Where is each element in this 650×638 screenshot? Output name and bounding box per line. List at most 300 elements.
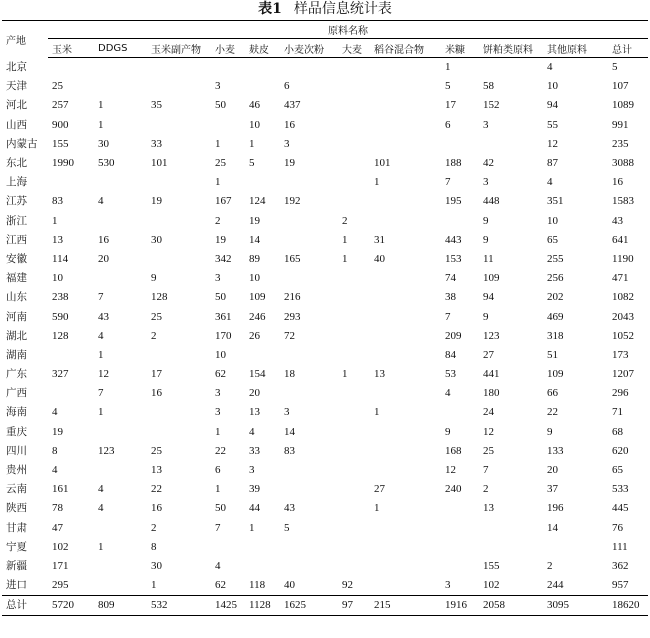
value-cell: 33 [151, 137, 162, 150]
value-cell: 47 [52, 521, 63, 534]
origin-cell: 甘肃 [6, 521, 27, 534]
value-cell: 9 [483, 310, 489, 323]
value-cell: 72 [284, 329, 295, 342]
value-cell: 101 [151, 157, 168, 170]
value-cell [338, 442, 370, 461]
value-cell [147, 250, 211, 269]
value-cell: 362 [612, 559, 629, 572]
value-cell: 3 [249, 464, 255, 477]
value-cell [245, 58, 280, 78]
value-cell: 215 [370, 596, 441, 616]
origin-cell: 进口 [6, 579, 27, 592]
value-cell [338, 346, 370, 365]
value-cell: 1 [215, 425, 221, 438]
origin-cell: 内蒙古 [6, 137, 38, 150]
table-row [2, 519, 648, 538]
value-cell [338, 307, 370, 326]
value-cell [338, 173, 370, 192]
value-cell: 155 [52, 137, 69, 150]
value-cell: 7 [98, 291, 104, 304]
value-cell [441, 499, 479, 518]
value-cell [338, 538, 370, 557]
value-cell: 1 [342, 368, 348, 381]
value-cell: 14 [547, 521, 558, 534]
value-cell: 448 [483, 195, 500, 208]
value-cell [441, 403, 479, 422]
value-cell: 202 [547, 291, 564, 304]
value-cell: 173 [612, 348, 629, 361]
value-cell: 20 [547, 464, 558, 477]
value-cell [370, 423, 441, 442]
origin-cell: 四川 [6, 444, 27, 457]
value-cell: 6 [445, 118, 451, 131]
value-cell: 97 [338, 596, 370, 616]
value-cell [338, 135, 370, 154]
value-cell: 152 [483, 99, 500, 112]
value-cell: 1190 [612, 252, 634, 265]
value-cell [338, 269, 370, 288]
value-cell: 17 [151, 368, 162, 381]
value-cell: 4 [52, 406, 58, 419]
table-row [2, 307, 648, 326]
origin-cell: 江西 [6, 233, 27, 246]
origin-cell: 上海 [6, 176, 27, 189]
value-cell: 123 [483, 329, 500, 342]
column-header: 小麦次粉 [280, 39, 338, 58]
value-cell: 165 [284, 252, 301, 265]
column-header: 大麦 [338, 39, 370, 58]
column-header: 米糠 [441, 39, 479, 58]
value-cell [441, 538, 479, 557]
value-cell: 7 [98, 387, 104, 400]
origin-cell: 山西 [6, 118, 27, 131]
value-cell: 244 [547, 579, 564, 592]
value-cell [338, 327, 370, 346]
value-cell: 9 [445, 425, 451, 438]
value-cell: 443 [445, 233, 462, 246]
value-cell: 109 [249, 291, 266, 304]
value-cell: 13 [52, 233, 63, 246]
value-cell: 1 [98, 118, 104, 131]
value-cell: 3088 [612, 157, 634, 170]
origin-cell: 湖南 [6, 348, 27, 361]
value-cell: 25 [483, 444, 494, 457]
value-cell: 51 [547, 348, 558, 361]
value-cell [370, 461, 441, 480]
value-cell: 133 [547, 444, 564, 457]
value-cell: 1082 [612, 291, 634, 304]
value-cell: 1583 [612, 195, 634, 208]
value-cell [245, 538, 280, 557]
value-cell [147, 77, 211, 96]
value-cell: 1 [445, 61, 451, 74]
value-cell [370, 96, 441, 115]
value-cell [48, 346, 94, 365]
value-cell: 74 [445, 272, 456, 285]
value-cell: 13 [249, 406, 260, 419]
table-row [2, 212, 648, 231]
value-cell: 30 [98, 137, 109, 150]
value-cell [147, 116, 211, 135]
value-cell [370, 576, 441, 596]
value-cell: 256 [547, 272, 564, 285]
value-cell: 1990 [52, 157, 74, 170]
value-cell: 22 [547, 406, 558, 419]
value-cell [370, 384, 441, 403]
value-cell: 1052 [612, 329, 634, 342]
value-cell: 83 [52, 195, 63, 208]
value-cell: 12 [483, 425, 494, 438]
value-cell: 10 [215, 348, 226, 361]
origin-cell: 山东 [6, 291, 27, 304]
value-cell: 89 [249, 252, 260, 265]
value-cell: 124 [249, 195, 266, 208]
value-cell [338, 519, 370, 538]
value-cell: 62 [215, 579, 226, 592]
value-cell: 12 [445, 464, 456, 477]
value-cell: 296 [612, 387, 629, 400]
origin-cell: 天津 [6, 80, 27, 93]
value-cell [370, 212, 441, 231]
value-cell: 78 [52, 502, 63, 515]
value-cell: 161 [52, 483, 69, 496]
value-cell [479, 58, 543, 78]
value-cell: 4 [98, 195, 104, 208]
value-cell: 19 [215, 233, 226, 246]
value-cell: 155 [483, 559, 500, 572]
value-cell: 445 [612, 502, 629, 515]
table-row [2, 499, 648, 518]
value-cell: 530 [98, 157, 115, 170]
value-cell: 50 [215, 99, 226, 112]
value-cell [280, 58, 338, 78]
value-cell: 71 [612, 406, 623, 419]
value-cell: 10 [249, 118, 260, 131]
value-cell: 437 [284, 99, 301, 112]
value-cell: 114 [52, 252, 69, 265]
material-group-header: 原料名称 [48, 21, 648, 39]
table-row [2, 442, 648, 461]
value-cell: 31 [374, 233, 385, 246]
value-cell [280, 480, 338, 499]
value-cell: 2 [151, 521, 157, 534]
value-cell: 19 [151, 195, 162, 208]
value-cell: 153 [445, 252, 462, 265]
value-cell: 13 [374, 368, 385, 381]
origin-cell: 新疆 [6, 559, 27, 572]
value-cell [441, 557, 479, 576]
value-cell [338, 192, 370, 211]
value-cell: 24 [483, 406, 494, 419]
value-cell: 13 [151, 464, 162, 477]
table-row [2, 596, 648, 616]
value-cell: 12 [547, 137, 558, 150]
value-cell: 532 [147, 596, 211, 616]
table-row [2, 384, 648, 403]
value-cell [338, 154, 370, 173]
value-cell: 4 [215, 559, 221, 572]
table-row [2, 423, 648, 442]
value-cell: 6 [284, 80, 290, 93]
value-cell: 20 [249, 387, 260, 400]
value-cell [370, 519, 441, 538]
value-cell: 16 [98, 233, 109, 246]
value-cell [370, 77, 441, 96]
value-cell: 216 [284, 291, 301, 304]
value-cell: 240 [445, 483, 462, 496]
value-cell [245, 557, 280, 576]
value-cell: 123 [98, 444, 115, 457]
value-cell: 5720 [48, 596, 94, 616]
value-cell: 9 [483, 233, 489, 246]
value-cell [338, 461, 370, 480]
value-cell [370, 557, 441, 576]
value-cell [211, 538, 245, 557]
origin-cell: 陕西 [6, 502, 27, 515]
value-cell: 39 [249, 483, 260, 496]
value-cell: 109 [547, 368, 564, 381]
value-cell: 293 [284, 310, 301, 323]
origin-cell: 贵州 [6, 464, 27, 477]
value-cell: 1207 [612, 368, 634, 381]
value-cell: 2 [342, 214, 348, 227]
value-cell: 16 [612, 176, 623, 189]
origin-cell: 河北 [6, 99, 27, 112]
value-cell: 118 [249, 579, 266, 592]
value-cell: 46 [249, 99, 260, 112]
value-cell: 18 [284, 368, 295, 381]
value-cell [338, 58, 370, 78]
value-cell [338, 77, 370, 96]
value-cell: 2 [151, 329, 157, 342]
table-row [2, 576, 648, 596]
value-cell: 1 [151, 579, 157, 592]
value-cell: 3095 [543, 596, 608, 616]
value-cell: 1 [249, 137, 255, 150]
value-cell: 1 [374, 502, 380, 515]
value-cell: 66 [547, 387, 558, 400]
value-cell: 22 [151, 483, 162, 496]
value-cell [94, 173, 147, 192]
value-cell: 65 [612, 464, 623, 477]
value-cell: 8 [52, 444, 58, 457]
value-cell: 111 [612, 540, 628, 553]
value-cell: 3 [215, 272, 221, 285]
value-cell [370, 269, 441, 288]
value-cell: 195 [445, 195, 462, 208]
origin-cell: 东北 [6, 157, 27, 170]
value-cell [147, 346, 211, 365]
value-cell [370, 307, 441, 326]
value-cell: 50 [215, 291, 226, 304]
value-cell [338, 403, 370, 422]
value-cell: 43 [612, 214, 623, 227]
value-cell [94, 423, 147, 442]
value-cell: 238 [52, 291, 69, 304]
value-cell: 38 [445, 291, 456, 304]
value-cell: 128 [151, 291, 168, 304]
value-cell: 40 [374, 252, 385, 265]
value-cell: 84 [445, 348, 456, 361]
value-cell [370, 288, 441, 307]
column-header: 玉米 [48, 39, 94, 58]
value-cell: 53 [445, 368, 456, 381]
origin-column-header: 产地 [2, 21, 48, 58]
column-header: 总计 [608, 39, 648, 58]
value-cell [94, 77, 147, 96]
table-row [2, 288, 648, 307]
origin-cell: 总计 [2, 596, 48, 616]
value-cell [338, 96, 370, 115]
value-cell: 342 [215, 252, 232, 265]
value-cell: 196 [547, 502, 564, 515]
value-cell: 55 [547, 118, 558, 131]
origin-cell: 宁夏 [6, 540, 27, 553]
value-cell [338, 557, 370, 576]
value-cell: 5 [445, 80, 451, 93]
value-cell: 7 [445, 310, 451, 323]
table-row [2, 231, 648, 250]
origin-cell: 云南 [6, 483, 27, 496]
value-cell: 6 [215, 464, 221, 477]
value-cell: 2058 [479, 596, 543, 616]
table-row [2, 269, 648, 288]
value-cell: 30 [151, 559, 162, 572]
table-row [2, 173, 648, 192]
value-cell [94, 269, 147, 288]
value-cell: 26 [249, 329, 260, 342]
column-header: DDGS [94, 39, 147, 58]
value-cell [147, 423, 211, 442]
value-cell: 11 [483, 252, 494, 265]
value-cell: 3 [284, 137, 290, 150]
value-cell: 1 [215, 483, 221, 496]
value-cell: 19 [284, 157, 295, 170]
origin-cell: 江苏 [6, 195, 27, 208]
value-cell: 167 [215, 195, 232, 208]
value-cell: 3 [284, 406, 290, 419]
value-cell: 3 [445, 579, 451, 592]
value-cell: 13 [483, 502, 494, 515]
origin-cell: 福建 [6, 272, 27, 285]
value-cell: 1 [98, 99, 104, 112]
value-cell: 92 [342, 579, 353, 592]
value-cell: 35 [151, 99, 162, 112]
value-cell: 18620 [608, 596, 648, 616]
origin-cell: 河南 [6, 310, 27, 323]
value-cell [280, 269, 338, 288]
value-cell: 1128 [245, 596, 280, 616]
value-cell [441, 519, 479, 538]
value-cell: 128 [52, 329, 69, 342]
value-cell [280, 212, 338, 231]
value-cell: 957 [612, 579, 629, 592]
value-cell: 351 [547, 195, 564, 208]
table-row [2, 116, 648, 135]
value-cell: 19 [249, 214, 260, 227]
value-cell [94, 212, 147, 231]
value-cell [338, 423, 370, 442]
value-cell: 107 [612, 80, 629, 93]
value-cell: 1 [52, 214, 58, 227]
origin-cell: 安徽 [6, 252, 27, 265]
value-cell: 1625 [280, 596, 338, 616]
value-cell: 44 [249, 502, 260, 515]
value-cell: 318 [547, 329, 564, 342]
value-cell: 8 [151, 540, 157, 553]
value-cell: 469 [547, 310, 564, 323]
value-cell: 170 [215, 329, 232, 342]
value-cell: 27 [374, 483, 385, 496]
value-cell: 257 [52, 99, 69, 112]
value-cell: 1 [249, 521, 255, 534]
value-cell [280, 538, 338, 557]
value-cell: 10 [249, 272, 260, 285]
value-cell: 255 [547, 252, 564, 265]
value-cell [338, 480, 370, 499]
value-cell: 5 [612, 61, 618, 74]
column-header: 玉米副产物 [147, 39, 211, 58]
table-row [2, 365, 648, 384]
value-cell: 5 [249, 157, 255, 170]
value-cell [147, 403, 211, 422]
value-cell [245, 173, 280, 192]
value-cell [94, 519, 147, 538]
value-cell: 809 [94, 596, 147, 616]
value-cell: 94 [547, 99, 558, 112]
origin-cell: 重庆 [6, 425, 27, 438]
value-cell: 641 [612, 233, 629, 246]
value-cell [441, 212, 479, 231]
value-cell: 94 [483, 291, 494, 304]
table-row [2, 403, 648, 422]
value-cell: 25 [151, 444, 162, 457]
value-cell: 1 [374, 406, 380, 419]
value-cell: 68 [612, 425, 623, 438]
value-cell: 1 [215, 137, 221, 150]
value-cell: 4 [52, 464, 58, 477]
value-cell: 102 [52, 540, 69, 553]
value-cell: 171 [52, 559, 69, 572]
value-cell [48, 58, 94, 78]
value-cell: 3 [483, 118, 489, 131]
value-cell [479, 135, 543, 154]
value-cell: 33 [249, 444, 260, 457]
value-cell: 1 [342, 233, 348, 246]
value-cell [370, 58, 441, 78]
table-row [2, 154, 648, 173]
column-header-row [2, 39, 648, 58]
value-cell: 25 [215, 157, 226, 170]
table-row [2, 461, 648, 480]
value-cell [280, 384, 338, 403]
value-cell [94, 58, 147, 78]
value-cell: 25 [52, 80, 63, 93]
value-cell: 109 [483, 272, 500, 285]
value-cell: 1089 [612, 99, 634, 112]
table-row [2, 58, 648, 78]
value-cell: 9 [547, 425, 553, 438]
value-cell [48, 384, 94, 403]
column-header: 稻谷混合物 [370, 39, 441, 58]
value-cell: 3 [215, 387, 221, 400]
value-cell: 12 [98, 368, 109, 381]
value-cell: 30 [151, 233, 162, 246]
value-cell [245, 77, 280, 96]
value-cell [338, 499, 370, 518]
value-cell: 37 [547, 483, 558, 496]
value-cell: 7 [215, 521, 221, 534]
